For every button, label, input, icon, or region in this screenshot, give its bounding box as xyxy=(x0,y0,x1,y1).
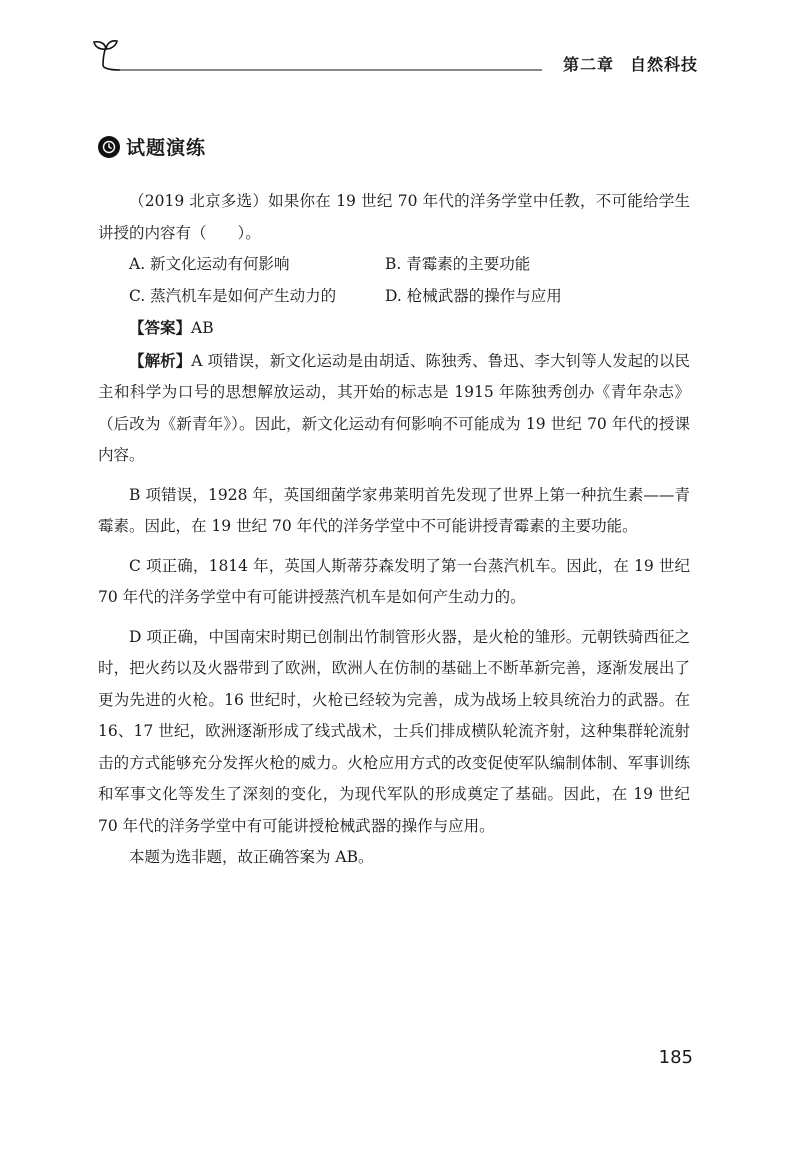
page-header xyxy=(0,0,800,90)
clock-icon xyxy=(98,136,120,158)
page-number: 185 xyxy=(658,1047,693,1068)
chapter-title xyxy=(563,52,698,75)
option-a: A. 新文化运动有何影响 xyxy=(129,255,290,273)
analysis-paragraph-4: D 项正确，中国南宋时期已创制出竹制管形火器，是火枪的雏形。元朝铁骑西征之时，把火药以及火器带到了欧洲，欧洲人在仿制的基础上不断革新完善，逐渐发展出了更为先进的火枪。16 世纪时，火枪已经较为完善，成为战场上较具统治力的武器。在 16、17 世纪，欧洲逐渐形成了线式战术，士兵们排成横队轮流齐射，这种集群轮流射击的方式能够充分发挥火枪的威力。火枪应用方式的改变促使军队编制体制、军事训练和军事文化等发生了深刻的变化，为现代军队的形成奠定了基础。因此，在 19 世纪 70 年代的洋务学堂中有可能讲授枪械武器的操作与应用。 xyxy=(98,627,690,835)
answer-text: AB xyxy=(191,319,214,337)
analysis-paragraph-3: C 项正确，1814 年，英国人斯蒂芬森发明了第一台蒸汽机车。因此，在 19 世纪 70 年代的洋务学堂中有可能讲授蒸汽机车是如何产生动力的。 xyxy=(98,556,690,606)
exercise-body xyxy=(98,186,690,874)
header-decoration xyxy=(0,0,800,90)
option-c: C. 蒸汽机车是如何产生动力的 xyxy=(129,286,337,305)
question-stem: （2019 北京多选）如果你在 19 世纪 70 年代的洋务学堂中任教，不可能给学生讲授的内容有（ ）。 xyxy=(98,192,690,242)
analysis-tag: 【解析】 xyxy=(129,350,192,370)
section-heading xyxy=(98,133,206,160)
option-b: B. 青霉素的主要功能 xyxy=(385,255,531,273)
analysis-paragraph-1 xyxy=(98,345,690,472)
analysis-paragraph-2: B 项错误，1928 年，英国细菌学家弗莱明首先发现了世界上第一种抗生素——青霉素。因此，在 19 世纪 70 年代的洋务学堂中不可能讲授青霉素的主要功能。 xyxy=(98,485,690,535)
sprout-icon xyxy=(94,41,120,70)
chapter-number: 第二章 xyxy=(562,55,614,74)
answer-tag: 【答案】 xyxy=(129,318,192,337)
analysis-text-1: A 项错误，新文化运动是由胡适、陈独秀、鲁迅、李大钊等人发起的以民主和科学为口号的思想解放运动，其开始的标志是 1915 年陈独秀创办《青年杂志》（后改为《新青年》）。因此，新文化运动有何影响不可能成为 19 世纪 70 年代的授课内容。 xyxy=(98,351,690,464)
section-title: 试题演练 xyxy=(126,137,207,159)
chapter-subject: 自然科技 xyxy=(629,55,698,74)
analysis-paragraph-5: 本题为选非题，故正确答案为 AB。 xyxy=(129,848,374,866)
answer-line xyxy=(98,312,690,345)
options-list xyxy=(129,249,690,312)
option-d: D. 枪械武器的操作与应用 xyxy=(385,286,562,305)
